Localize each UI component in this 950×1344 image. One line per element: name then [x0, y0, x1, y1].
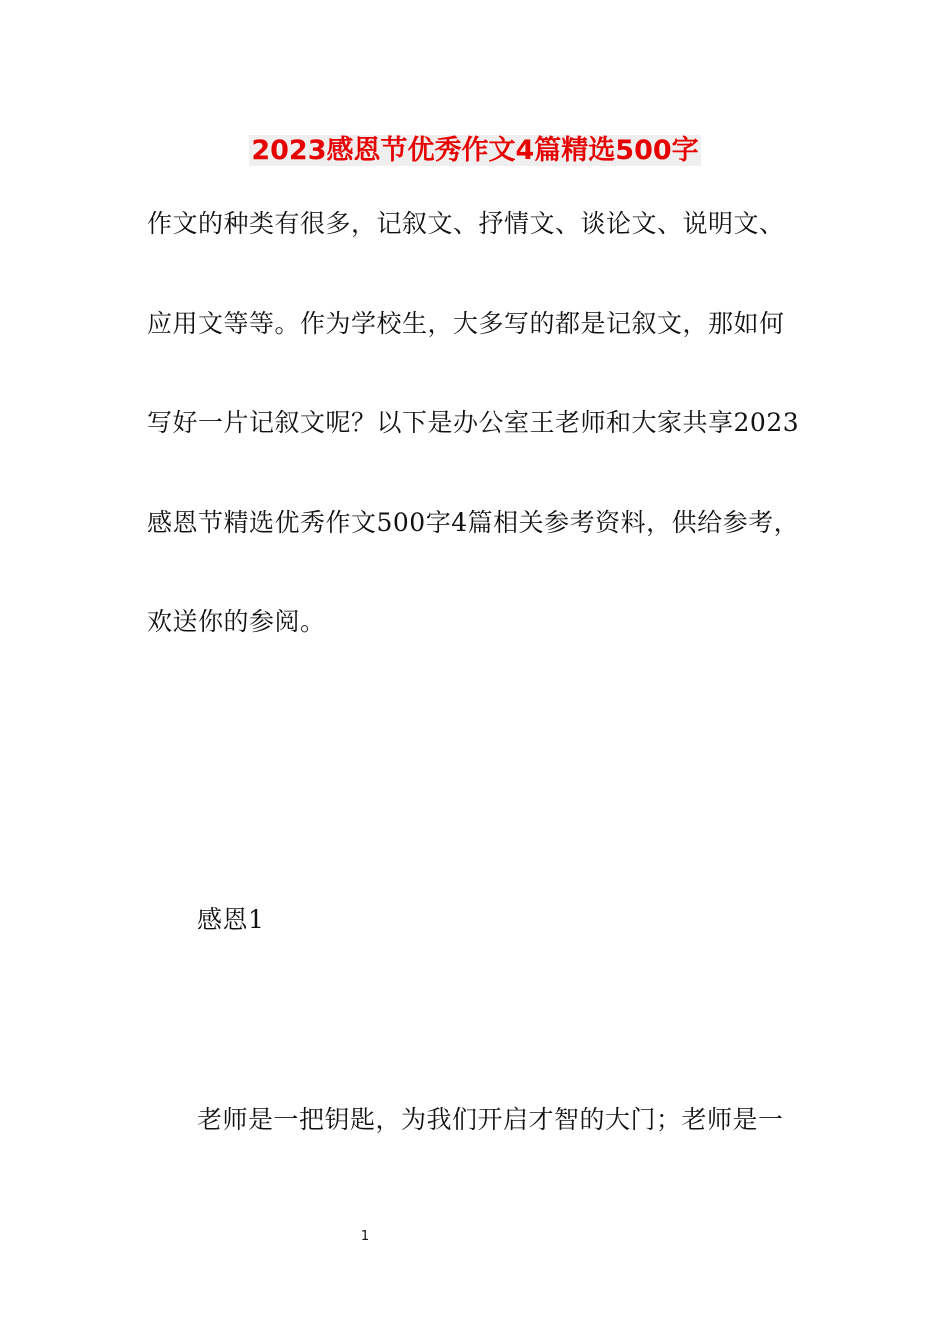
page-number: 1	[360, 1229, 370, 1244]
intro-line-2: 应用文等等。作为学校生，大多写的都是记叙文，那如何	[147, 309, 785, 338]
intro-line-4: 感恩节精选优秀作文500字4篇相关参考资料，供给参考，	[147, 508, 800, 537]
document-title-text: 2023感恩节优秀作文4篇精选500字	[251, 135, 699, 166]
intro-line-3: 写好一片记叙文呢？以下是办公室王老师和大家共享2023	[147, 408, 800, 437]
section-heading: 感恩1	[197, 905, 265, 934]
body-line-1: 老师是一把钥匙，为我们开启才智的大门；老师是一	[197, 1105, 784, 1134]
intro-line-5: 欢送你的参阅。	[147, 607, 326, 636]
document-title	[0, 131, 950, 171]
intro-line-1: 作文的种类有很多，记叙文、抒情文、谈论文、说明文、	[147, 209, 785, 238]
